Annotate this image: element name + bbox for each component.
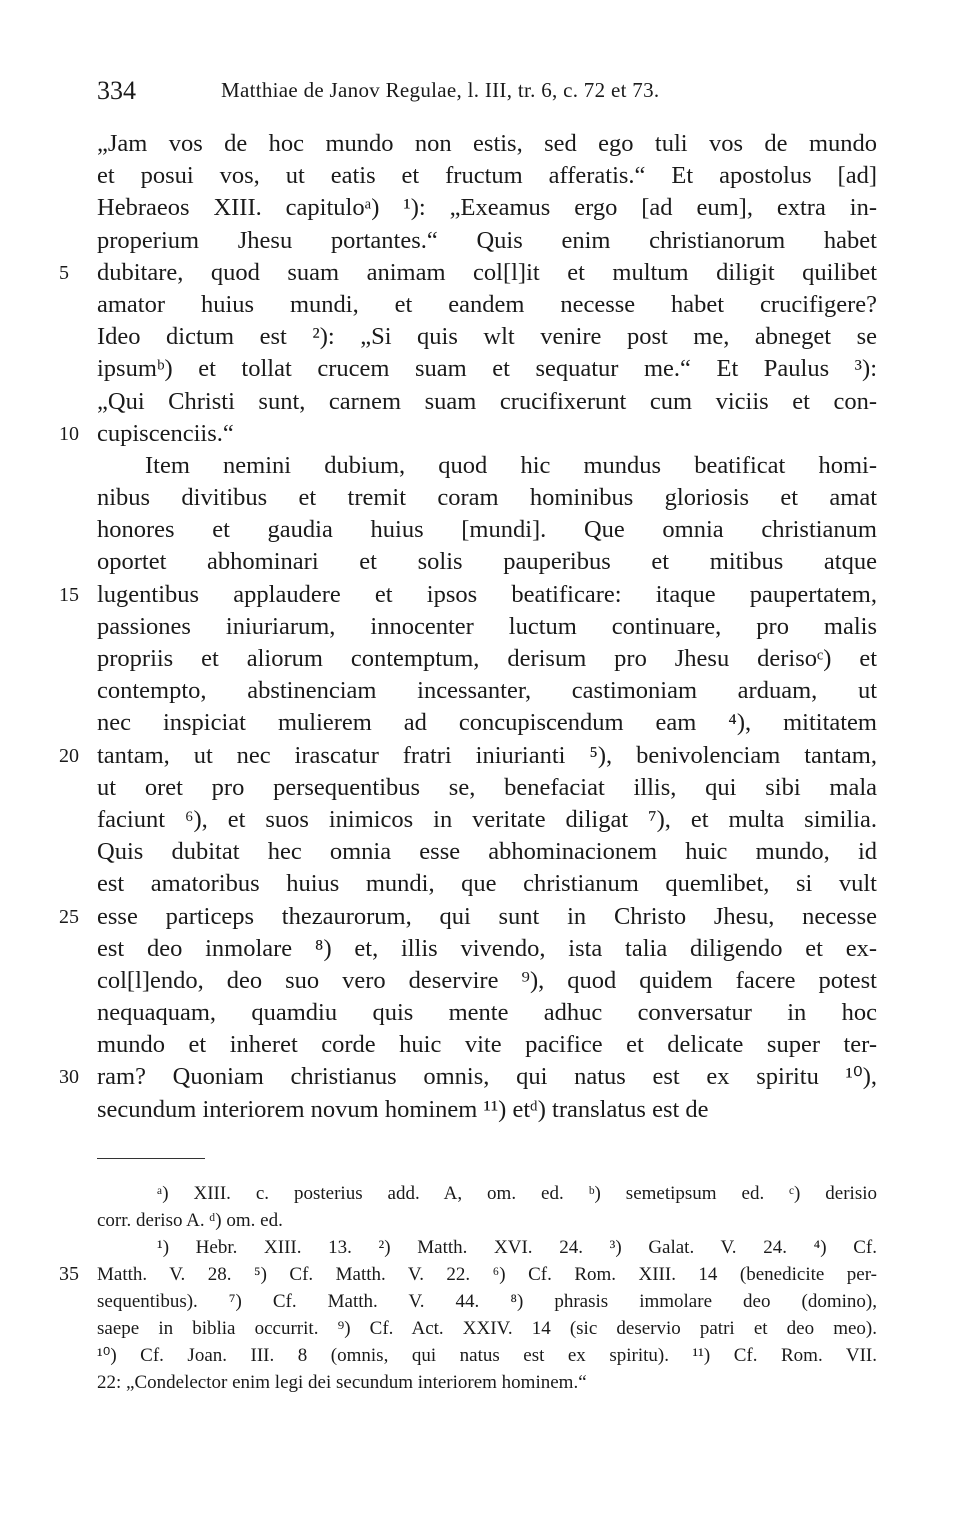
line-text: ¹⁰) Cf. Joan. III. 8 (omnis, qui natus est ex spiritu). ¹¹) Cf. Rom. VII. <box>97 1345 877 1366</box>
line-number: 5 <box>59 261 69 284</box>
text-line <box>97 965 877 997</box>
apparatus-line <box>97 1180 877 1207</box>
text-line <box>97 225 877 257</box>
text-line <box>97 1029 877 1061</box>
text-line <box>97 804 877 836</box>
source-note-line <box>97 1288 877 1315</box>
text-line <box>97 321 877 353</box>
text-line <box>97 675 877 707</box>
line-text: ut oret pro persequentibus se, benefaciat illis, qui sibi mala <box>97 773 877 801</box>
line-text: cupiscenciis.“ <box>97 419 234 447</box>
line-text: faciunt ⁶), et suos inimicos in veritate diligat ⁷), et multa similia. <box>97 805 877 833</box>
source-note-line <box>59 1261 877 1288</box>
text-line <box>97 611 877 643</box>
line-text: corr. deriso A. ᵈ) om. ed. <box>97 1210 283 1231</box>
text-line <box>59 418 877 450</box>
line-text: „Jam vos de hoc mundo non estis, sed ego tuli vos de mundo <box>97 130 877 157</box>
apparatus-line <box>97 1207 877 1234</box>
line-text: contempto, abstinenciam incessanter, castimoniam arduam, ut <box>97 677 877 705</box>
running-title: Matthiae de Janov Regulae, l. III, tr. 6, c. 72 et 73. <box>221 78 660 102</box>
line-text: est amatoribus huius mundi, que christianum quemlibet, si vult <box>97 870 877 898</box>
text-line <box>97 546 877 578</box>
text-line <box>97 450 877 482</box>
line-text: nibus divitibus et tremit coram hominibus gloriosis et amat <box>97 484 877 512</box>
line-text: passiones iniuriarum, innocenter luctum continuare, pro malis <box>97 612 877 640</box>
text-line <box>59 901 877 933</box>
line-text: nec inspiciat mulierem ad concupiscendum eam ⁴), mititatem <box>97 709 877 737</box>
text-line <box>97 868 877 900</box>
line-text: esse particeps thezaurorum, qui sunt in Christo Jhesu, necesse <box>97 902 877 930</box>
line-text: ipsumᵇ) et tollat crucem suam et sequatur me.“ Et Paulus ³): <box>97 355 877 383</box>
line-text: mundo et inheret corde huic vite pacifice et delicate super ter- <box>97 1031 877 1059</box>
source-note-line <box>97 1342 877 1369</box>
text-line <box>97 1094 877 1126</box>
line-text: et posui vos, ut eatis et fructum afferatis.“ Et apostolus [ad] <box>97 162 877 190</box>
line-number: 20 <box>59 744 79 767</box>
source-note-line <box>97 1369 877 1396</box>
text-line <box>97 514 877 546</box>
line-number: 35 <box>59 1263 79 1285</box>
line-number: 25 <box>59 905 79 928</box>
source-note-line <box>97 1234 877 1261</box>
text-line <box>97 128 877 160</box>
text-line <box>59 740 877 772</box>
text-line <box>97 643 877 675</box>
line-text: „Qui Christi sunt, carnem suam crucifixerunt cum viciis et con- <box>97 387 877 415</box>
line-text: saepe in biblia occurrit. ⁹) Cf. Act. XXIV. 14 (sic deservio patri et deo meo). <box>97 1318 877 1339</box>
line-text: properium Jhesu portantes.“ Quis enim christianorum habet <box>97 226 877 254</box>
line-text: oportet abhominari et solis pauperibus et mitibus atque <box>97 548 877 576</box>
page-header <box>97 72 877 112</box>
line-text: col[l]endo, deo suo vero deservire ⁹), quod quidem facere potest <box>97 966 877 994</box>
source-notes <box>59 1234 877 1396</box>
line-text: tantam, ut nec irascatur fratri iniurianti ⁵), benivolenciam tantam, <box>97 741 877 769</box>
line-text: honores et gaudia huius [mundi]. Que omnia christianum <box>97 516 877 544</box>
text-line <box>59 1061 877 1093</box>
text-line <box>97 353 877 385</box>
line-text: Matth. V. 28. ⁵) Cf. Matth. V. 22. ⁶) Cf. Rom. XIII. 14 (benedicite per- <box>97 1264 877 1285</box>
text-line <box>59 257 877 289</box>
line-text: propriis et aliorum contemptum, derisum pro Jhesu derisoᶜ) et <box>97 645 877 672</box>
text-line <box>97 192 877 224</box>
text-line <box>97 289 877 321</box>
text-line <box>97 772 877 804</box>
text-line <box>97 386 877 418</box>
line-text: 22: „Condelector enim legi dei secundum interiorem hominem.“ <box>97 1372 587 1393</box>
text-line <box>97 482 877 514</box>
line-text: ram? Quoniam christianus omnis, qui natus est ex spiritu ¹⁰), <box>97 1063 877 1091</box>
line-text: Ideo dictum est ²): „Si quis wlt venire post me, abneget se <box>97 323 877 351</box>
line-text: ᵃ) XIII. c. posterius add. A, om. ed. ᵇ) semetipsum ed. ᶜ) derisio <box>157 1183 877 1204</box>
line-text: nequaquam, quamdiu quis mente adhuc conversatur in hoc <box>97 999 877 1027</box>
text-line <box>59 579 877 611</box>
line-number: 10 <box>59 422 79 445</box>
line-text: Item nemini dubium, quod hic mundus beatificat homi- <box>145 451 877 479</box>
text-line <box>97 997 877 1029</box>
footnote-rule <box>97 1158 205 1159</box>
line-text: Quis dubitat hec omnia esse abhominacionem huic mundo, id <box>97 838 877 866</box>
line-text: ¹) Hebr. XIII. 13. ²) Matth. XVI. 24. ³) Galat. V. 24. ⁴) Cf. <box>157 1237 877 1258</box>
line-text: est deo inmolare ⁸) et, illis vivendo, ista talia diligendo et ex- <box>97 934 877 962</box>
line-text: amator huius mundi, et eandem necesse habet crucifigere? <box>97 290 877 318</box>
line-number: 15 <box>59 583 79 606</box>
page-number: 334 <box>97 76 136 105</box>
text-line <box>97 836 877 868</box>
line-text: lugentibus applaudere et ipsos beatificare: itaque paupertatem, <box>97 580 877 608</box>
line-text: Hebraeos XIII. capituloᵃ) ¹): „Exeamus ergo [ad eum], extra in- <box>97 194 877 222</box>
line-text: dubitare, quod suam animam col[l]it et multum diligit quilibet <box>97 258 877 286</box>
text-line <box>97 933 877 965</box>
text-line <box>97 160 877 192</box>
source-note-line <box>97 1315 877 1342</box>
main-text <box>59 128 877 1126</box>
line-text: secundum interiorem novum hominem ¹¹) etᵈ) translatus est de <box>97 1095 709 1123</box>
textual-apparatus <box>97 1180 877 1234</box>
text-line <box>97 707 877 739</box>
line-text: sequentibus). ⁷) Cf. Matth. V. 44. ⁸) phrasis immolare deo (domino), <box>97 1291 877 1312</box>
line-number: 30 <box>59 1066 79 1089</box>
